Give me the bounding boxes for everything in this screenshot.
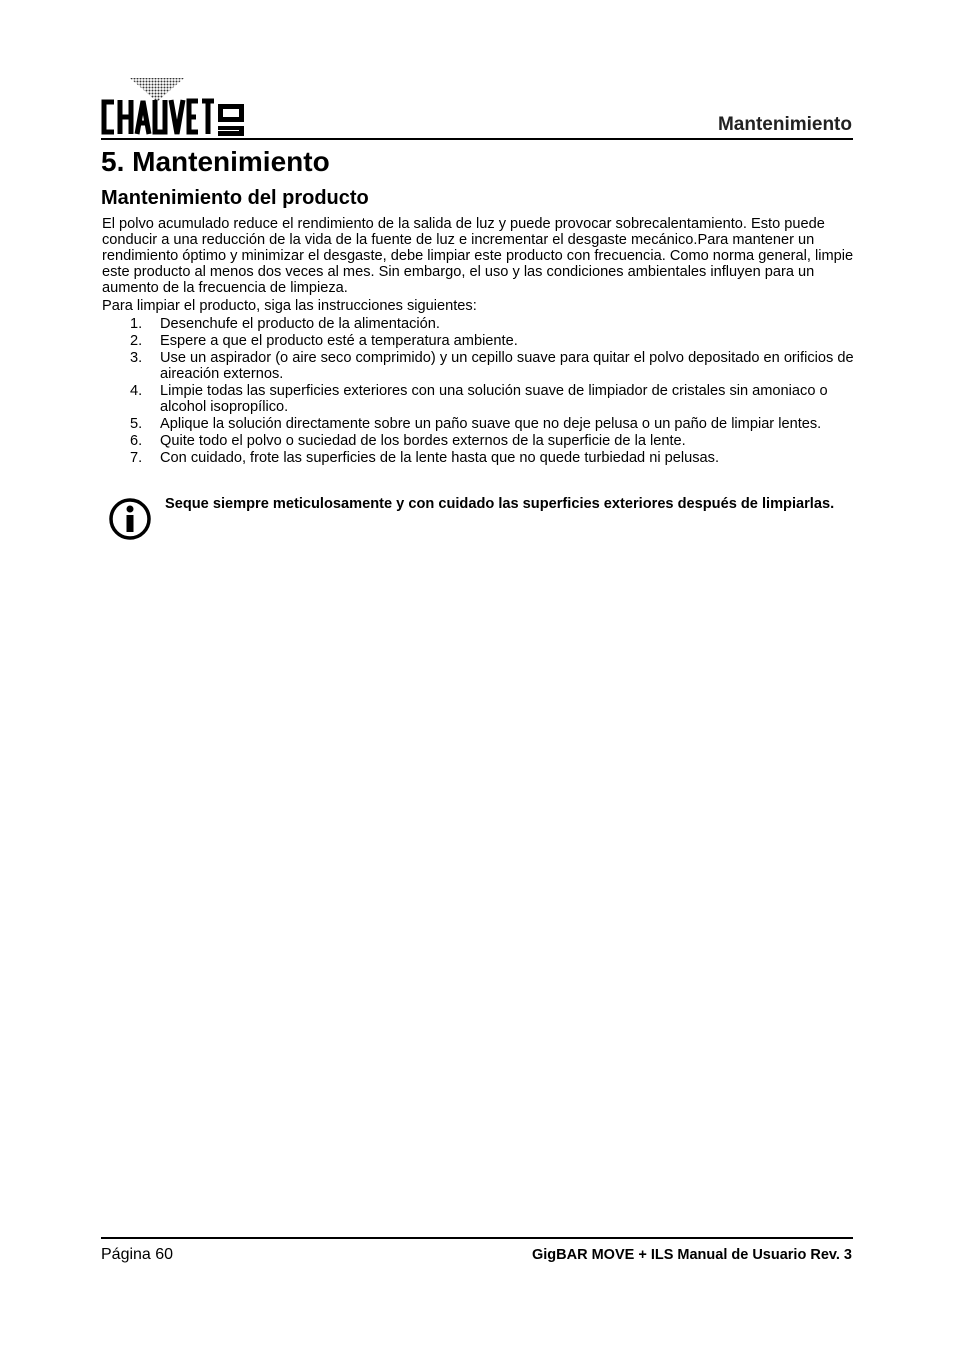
info-icon	[108, 497, 152, 541]
list-item	[102, 416, 854, 432]
step-text: Con cuidado, frote las superficies de la lente hasta que no quede turbiedad ni pelusas.	[160, 450, 719, 466]
header-section-title: Mantenimiento	[717, 114, 852, 135]
step-number: 4.	[130, 383, 143, 399]
list-item	[102, 450, 854, 466]
list-item	[102, 433, 854, 449]
step-text: Use un aspirador (o aire seco comprimido) y un cepillo suave para quitar el polvo depositado en orificios de aireación externos.	[160, 350, 854, 382]
note-text: Seque siempre meticulosamente y con cuidado las superficies exteriores después de limpiarlas.	[165, 496, 835, 512]
list-item	[102, 350, 854, 382]
step-number: 6.	[130, 433, 143, 449]
step-text: Aplique la solución directamente sobre un paño suave que no deje pelusa o un paño de limpiar lentes.	[160, 416, 822, 432]
cleaning-steps-list	[102, 316, 854, 466]
steps-intro: Para limpiar el producto, siga las instrucciones siguientes:	[102, 298, 477, 314]
document-title: GigBAR MOVE + ILS Manual de Usuario Rev. 3	[531, 1247, 852, 1263]
page-title: 5. Mantenimiento	[101, 146, 330, 177]
header-divider	[101, 138, 853, 140]
step-number: 5.	[130, 416, 143, 432]
list-item	[102, 383, 854, 415]
step-text: Quite todo el polvo o suciedad de los bordes externos de la superficie de la lente.	[160, 433, 686, 449]
footer-divider	[101, 1237, 853, 1239]
step-number: 3.	[130, 350, 143, 366]
content-body	[102, 216, 854, 467]
list-item	[102, 333, 854, 349]
step-number: 7.	[130, 450, 143, 466]
step-text: Limpie todas las superficies exteriores con una solución suave de limpiador de cristales sin amoniaco o alcohol isopropílico.	[160, 383, 828, 415]
chauvet-dj-logo	[100, 74, 246, 138]
intro-paragraph: El polvo acumulado reduce el rendimiento de la salida de luz y puede provocar sobrecalentamiento. Esto puede conducir a una reducción de la vida de la fuente de luz e incrementar el desgaste mecánico.Para mantener un rendimiento óptimo y minimizar el desgaste, debe limpiar este producto con frecuencia. Como norma general, limpie este producto al menos dos veces al mes. Sin embargo, el uso y las condiciones ambientales influyen para un aumento de la frecuencia de limpieza.	[102, 216, 854, 296]
step-text: Desenchufe el producto de la alimentación.	[160, 316, 440, 332]
step-number: 2.	[130, 333, 143, 349]
step-number: 1.	[130, 316, 143, 332]
list-item	[102, 316, 854, 332]
page-number: Página 60	[101, 1246, 174, 1263]
step-text: Espere a que el producto esté a temperatura ambiente.	[160, 333, 518, 349]
section-subtitle: Mantenimiento del producto	[101, 187, 369, 209]
